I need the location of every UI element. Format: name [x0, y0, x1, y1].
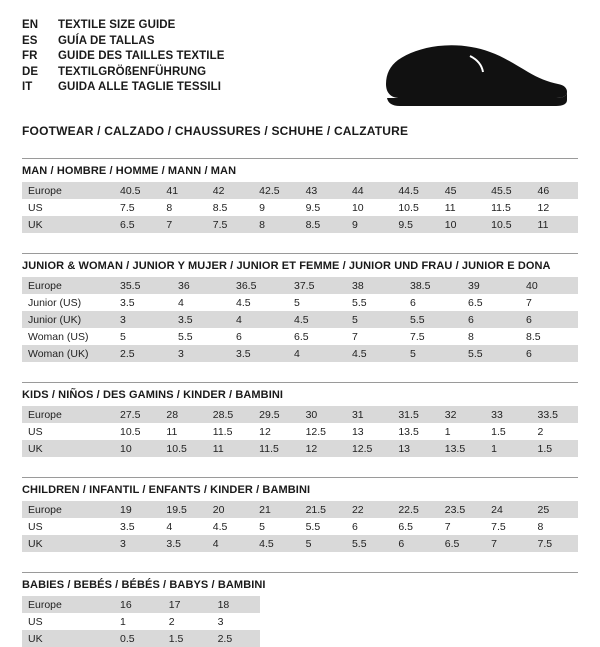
size-cell: 11.5 — [485, 199, 531, 216]
size-cell: 4.5 — [346, 345, 404, 362]
empty-cell — [442, 630, 487, 647]
empty-cell — [260, 596, 305, 613]
row-label: US — [22, 423, 114, 440]
size-cell: 8 — [253, 216, 299, 233]
size-cell: 38 — [346, 277, 404, 294]
empty-cell — [442, 596, 487, 613]
size-cell: 20 — [207, 501, 253, 518]
row-label: US — [22, 199, 114, 216]
size-cell: 12.5 — [346, 440, 392, 457]
size-cell: 42.5 — [253, 182, 299, 199]
size-cell: 37.5 — [288, 277, 346, 294]
size-table — [22, 596, 578, 647]
row-label: UK — [22, 440, 114, 457]
empty-cell — [533, 613, 578, 630]
table-row — [22, 501, 578, 518]
size-cell: 7 — [520, 294, 578, 311]
size-cell: 5.5 — [172, 328, 230, 345]
size-group — [22, 382, 578, 457]
language-title: TEXTILE SIZE GUIDE — [58, 19, 176, 31]
size-cell: 6 — [346, 518, 392, 535]
size-cell: 3.5 — [160, 535, 206, 552]
size-cell: 3 — [172, 345, 230, 362]
size-cell: 28.5 — [207, 406, 253, 423]
table-row — [22, 535, 578, 552]
language-title: GUÍA DE TALLAS — [58, 34, 155, 47]
size-table — [22, 182, 578, 233]
size-cell: 10 — [439, 216, 485, 233]
size-cell: 1.5 — [163, 630, 212, 647]
size-cell: 1.5 — [532, 440, 578, 457]
table-row — [22, 277, 578, 294]
size-group-title: MAN / HOMBRE / HOMME / MANN / MAN — [22, 165, 237, 177]
table-row — [22, 630, 578, 647]
size-cell: 40 — [520, 277, 578, 294]
size-cell: 21.5 — [300, 501, 346, 518]
empty-cell — [351, 613, 396, 630]
size-cell: 4 — [172, 294, 230, 311]
size-cell: 18 — [212, 596, 261, 613]
row-label: US — [22, 518, 114, 535]
size-cell: 1 — [114, 613, 163, 630]
size-cell: 11.5 — [253, 440, 299, 457]
size-cell: 13.5 — [439, 440, 485, 457]
size-cell: 8.5 — [520, 328, 578, 345]
size-cell: 4.5 — [288, 311, 346, 328]
size-cell: 5.5 — [462, 345, 520, 362]
empty-cell — [306, 596, 351, 613]
language-code: ES — [22, 34, 38, 47]
size-group — [22, 158, 578, 233]
size-cell: 9.5 — [300, 199, 346, 216]
size-cell: 5 — [404, 345, 462, 362]
language-title: GUIDA ALLE TAGLIE TESSILI — [58, 81, 222, 93]
size-cell: 11 — [439, 199, 485, 216]
row-label: Woman (US) — [22, 328, 114, 345]
size-cell: 5.5 — [346, 294, 404, 311]
size-group — [22, 253, 578, 362]
size-cell: 5 — [346, 311, 404, 328]
size-cell: 23.5 — [439, 501, 485, 518]
size-cell: 29.5 — [253, 406, 299, 423]
size-cell: 1 — [485, 440, 531, 457]
size-cell: 13 — [346, 423, 392, 440]
empty-cell — [442, 613, 487, 630]
row-label: Europe — [22, 406, 114, 423]
size-cell: 25 — [532, 501, 578, 518]
size-cell: 9 — [346, 216, 392, 233]
size-cell: 5 — [114, 328, 172, 345]
size-cell: 17 — [163, 596, 212, 613]
size-cell: 6 — [462, 311, 520, 328]
size-table — [22, 406, 578, 457]
size-cell: 5.5 — [300, 518, 346, 535]
row-label: Junior (UK) — [22, 311, 114, 328]
language-title: GUIDE DES TAILLES TEXTILE — [58, 50, 225, 62]
size-cell: 35.5 — [114, 277, 172, 294]
empty-cell — [260, 613, 305, 630]
size-cell: 6.5 — [114, 216, 160, 233]
size-cell: 19.5 — [160, 501, 206, 518]
size-cell: 41 — [160, 182, 206, 199]
size-cell: 11.5 — [207, 423, 253, 440]
size-cell: 2 — [163, 613, 212, 630]
size-cell: 45 — [439, 182, 485, 199]
size-cell: 2.5 — [212, 630, 261, 647]
size-cell: 6 — [520, 311, 578, 328]
table-row — [22, 423, 578, 440]
empty-cell — [533, 630, 578, 647]
row-label: UK — [22, 535, 114, 552]
size-cell: 2.5 — [114, 345, 172, 362]
row-label: UK — [22, 630, 114, 647]
size-cell: 8.5 — [207, 199, 253, 216]
size-cell: 6 — [520, 345, 578, 362]
size-cell: 1 — [439, 423, 485, 440]
empty-cell — [396, 596, 441, 613]
divider — [22, 158, 578, 159]
size-cell: 36 — [172, 277, 230, 294]
size-group — [22, 477, 578, 552]
size-cell: 31.5 — [392, 406, 438, 423]
size-cell: 2 — [532, 423, 578, 440]
row-label: Woman (UK) — [22, 345, 114, 362]
size-cell: 42 — [207, 182, 253, 199]
size-cell: 4 — [288, 345, 346, 362]
size-cell: 30 — [300, 406, 346, 423]
size-cell: 36.5 — [230, 277, 288, 294]
size-cell: 12.5 — [300, 423, 346, 440]
size-cell: 10.5 — [392, 199, 438, 216]
size-cell: 11 — [207, 440, 253, 457]
size-tables — [22, 158, 578, 647]
size-group — [22, 572, 578, 647]
size-cell: 9 — [253, 199, 299, 216]
size-cell: 3.5 — [172, 311, 230, 328]
size-cell: 6 — [392, 535, 438, 552]
page-header — [22, 18, 578, 110]
size-cell: 4.5 — [207, 518, 253, 535]
size-cell: 7 — [485, 535, 531, 552]
size-cell: 5 — [253, 518, 299, 535]
size-cell: 39 — [462, 277, 520, 294]
size-cell: 40.5 — [114, 182, 160, 199]
size-cell: 7.5 — [114, 199, 160, 216]
size-cell: 5.5 — [404, 311, 462, 328]
empty-cell — [487, 596, 532, 613]
size-cell: 28 — [160, 406, 206, 423]
language-code: DE — [22, 65, 39, 78]
empty-cell — [351, 596, 396, 613]
size-cell: 10.5 — [160, 440, 206, 457]
divider — [22, 477, 578, 478]
size-group-title: CHILDREN / INFANTIL / ENFANTS / KINDER / BAMBINI — [22, 484, 311, 496]
row-label: US — [22, 613, 114, 630]
row-label: Europe — [22, 596, 114, 613]
size-cell: 7.5 — [485, 518, 531, 535]
size-cell: 4.5 — [253, 535, 299, 552]
row-label: Europe — [22, 277, 114, 294]
size-cell: 8 — [160, 199, 206, 216]
table-row — [22, 182, 578, 199]
table-row — [22, 311, 578, 328]
size-table — [22, 501, 578, 552]
size-cell: 8.5 — [300, 216, 346, 233]
size-cell: 6.5 — [462, 294, 520, 311]
row-label: Europe — [22, 501, 114, 518]
size-cell: 5 — [288, 294, 346, 311]
table-row — [22, 294, 578, 311]
size-cell: 1.5 — [485, 423, 531, 440]
size-cell: 10.5 — [114, 423, 160, 440]
size-cell: 31 — [346, 406, 392, 423]
size-cell: 6 — [404, 294, 462, 311]
size-cell: 4 — [160, 518, 206, 535]
language-code: FR — [22, 50, 38, 62]
table-row — [22, 440, 578, 457]
size-group-title: KIDS / NIÑOS / DES GAMINS / KINDER / BAMBINI — [22, 389, 284, 401]
empty-cell — [306, 613, 351, 630]
size-cell: 7.5 — [532, 535, 578, 552]
size-cell: 10 — [346, 199, 392, 216]
size-cell: 9.5 — [392, 216, 438, 233]
size-cell: 33 — [485, 406, 531, 423]
size-cell: 3 — [114, 311, 172, 328]
empty-cell — [351, 630, 396, 647]
size-cell: 8 — [462, 328, 520, 345]
divider — [22, 382, 578, 383]
size-cell: 6.5 — [392, 518, 438, 535]
table-row — [22, 406, 578, 423]
empty-cell — [396, 630, 441, 647]
size-cell: 38.5 — [404, 277, 462, 294]
size-cell: 0.5 — [114, 630, 163, 647]
size-cell: 3 — [212, 613, 261, 630]
size-cell: 44.5 — [392, 182, 438, 199]
size-cell: 10.5 — [485, 216, 531, 233]
size-cell: 46 — [532, 182, 578, 199]
size-cell: 11 — [532, 216, 578, 233]
size-cell: 7 — [439, 518, 485, 535]
empty-cell — [487, 613, 532, 630]
row-label: UK — [22, 216, 114, 233]
size-cell: 10 — [114, 440, 160, 457]
table-row — [22, 345, 578, 362]
size-cell: 16 — [114, 596, 163, 613]
language-title: TEXTILGRÖßENFÜHRUNG — [58, 65, 207, 78]
size-cell: 7.5 — [207, 216, 253, 233]
language-code: EN — [22, 19, 39, 31]
size-cell: 13.5 — [392, 423, 438, 440]
size-cell: 21 — [253, 501, 299, 518]
empty-cell — [533, 596, 578, 613]
page-title: FOOTWEAR / CALZADO / CHAUSSURES / SCHUHE / CALZATURE — [22, 124, 409, 138]
row-label: Junior (US) — [22, 294, 114, 311]
size-cell: 7.5 — [404, 328, 462, 345]
size-cell: 3 — [114, 535, 160, 552]
size-cell: 6.5 — [288, 328, 346, 345]
size-table — [22, 277, 578, 362]
size-cell: 12 — [253, 423, 299, 440]
size-cell: 3.5 — [230, 345, 288, 362]
size-cell: 43 — [300, 182, 346, 199]
size-cell: 27.5 — [114, 406, 160, 423]
size-cell: 45.5 — [485, 182, 531, 199]
size-cell: 3.5 — [114, 518, 160, 535]
table-row — [22, 613, 578, 630]
size-cell: 6.5 — [439, 535, 485, 552]
language-row — [22, 18, 578, 34]
size-cell: 4.5 — [230, 294, 288, 311]
size-cell: 4 — [230, 311, 288, 328]
table-row — [22, 596, 578, 613]
empty-cell — [306, 630, 351, 647]
divider — [22, 253, 578, 254]
size-cell: 13 — [392, 440, 438, 457]
size-cell: 7 — [160, 216, 206, 233]
empty-cell — [260, 630, 305, 647]
size-cell: 3.5 — [114, 294, 172, 311]
size-cell: 8 — [532, 518, 578, 535]
size-group-title: BABIES / BEBÉS / BÉBÉS / BABYS / BAMBINI — [22, 579, 266, 591]
size-cell: 22.5 — [392, 501, 438, 518]
empty-cell — [396, 613, 441, 630]
size-cell: 5.5 — [346, 535, 392, 552]
size-cell: 19 — [114, 501, 160, 518]
size-cell: 12 — [532, 199, 578, 216]
size-cell: 12 — [300, 440, 346, 457]
size-cell: 6 — [230, 328, 288, 345]
size-cell: 7 — [346, 328, 404, 345]
size-group-title: JUNIOR & WOMAN / JUNIOR Y MUJER / JUNIOR ET FEMME / JUNIOR UND FRAU / JUNIOR E DONA — [22, 260, 551, 272]
size-cell: 24 — [485, 501, 531, 518]
table-row — [22, 328, 578, 345]
size-cell: 22 — [346, 501, 392, 518]
size-cell: 44 — [346, 182, 392, 199]
size-cell: 32 — [439, 406, 485, 423]
divider — [22, 572, 578, 573]
table-row — [22, 518, 578, 535]
row-label: Europe — [22, 182, 114, 199]
table-row — [22, 216, 578, 233]
language-code: IT — [22, 81, 33, 93]
size-cell: 33.5 — [532, 406, 578, 423]
size-cell: 11 — [160, 423, 206, 440]
table-row — [22, 199, 578, 216]
size-cell: 4 — [207, 535, 253, 552]
dress-shoe-icon — [378, 38, 568, 110]
empty-cell — [487, 630, 532, 647]
size-cell: 5 — [300, 535, 346, 552]
